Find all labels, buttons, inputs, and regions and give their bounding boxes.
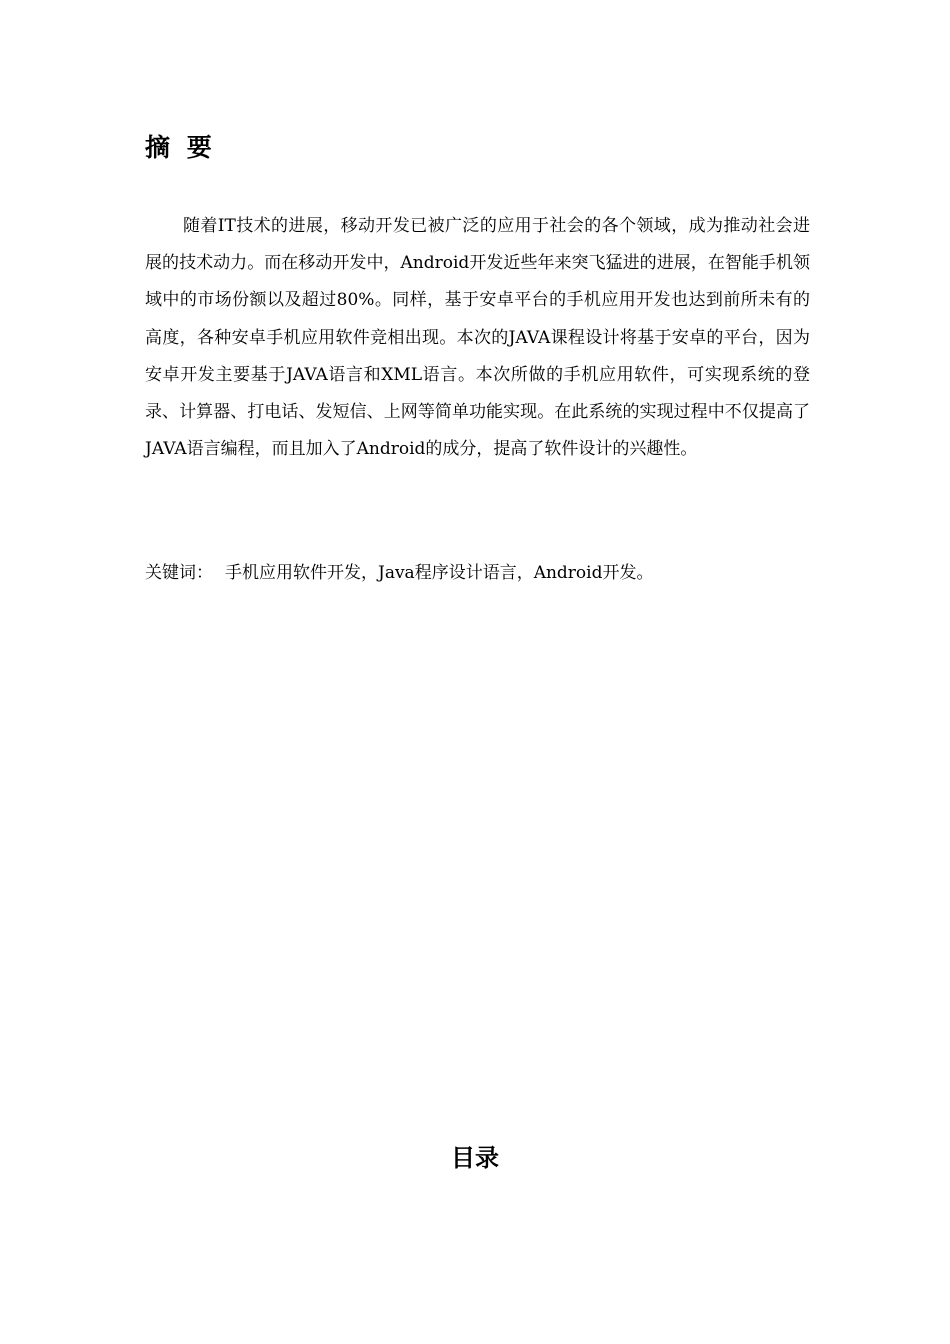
toc-heading: 目录 — [451, 1144, 499, 1172]
keywords-label: 关键词： — [145, 563, 213, 583]
keywords-text: 手机应用软件开发，Java程序设计语言，Android开发。 — [225, 563, 654, 583]
keywords-line — [145, 555, 845, 591]
abstract-body: 随着IT技术的进展，移动开发已被广泛的应用于社会的各个领域，成为推动社会进展的技术动力。而在移动开发中，Android开发近些年来突飞猛进的进展，在智能手机领域中的市场份额以及超过80%。同样，基于安卓平台的手机应用开发也达到前所未有的高度，各种安卓手机应用软件竞相出现。本次的JAVA课程设计将基于安卓的平台，因为安卓开发主要基于JAVA语言和XML语言。本次所做的手机应用软件，可实现系统的登录、计算器、打电话、发短信、上网等简单功能实现。在此系统的实现过程中不仅提高了JAVA语言编程，而且加入了Android的成分，提高了软件设计的兴趣性。 — [145, 216, 810, 460]
abstract-heading: 摘 要 — [145, 133, 216, 162]
